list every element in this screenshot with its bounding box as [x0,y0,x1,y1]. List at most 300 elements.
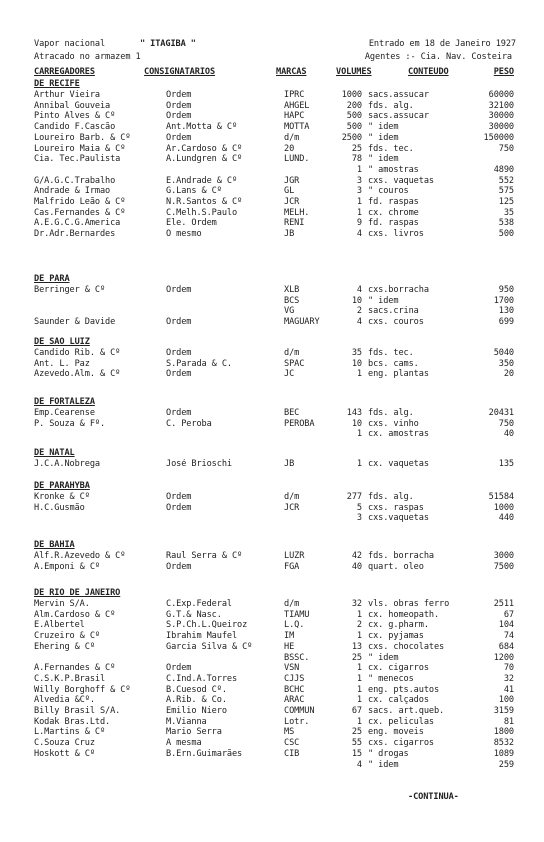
qty-cell: 10 [351,295,362,306]
manifest-row [0,369,544,380]
contents-cell: bcs. cams. [368,358,419,369]
consignee-cell: S.P.Ch.L.Queiroz [166,620,248,631]
section-title [0,588,544,599]
contents-cell: cx. vaquetas [368,459,429,469]
weight-cell: 259 [498,759,514,770]
weight-cell: 30000 [488,122,514,133]
weight-cell: 32 [503,673,514,684]
shipper-cell: Alm.Cardoso & Cº [34,609,116,620]
marks-cell: XLB [284,285,300,295]
marks-cell: d/m [284,132,300,143]
qty-cell: 4 [356,317,362,328]
contents-cell: eng. pts.autos [368,684,440,695]
marks-cell: BSSC. [284,652,310,663]
qty-cell: 35 [351,348,362,358]
consignee-cell: Emilio Niero [166,706,227,716]
consignee-cell: Ordem [166,100,192,111]
qty-cell: 1 [356,631,362,642]
shipper-cell: Cruzeiro & Cº [34,631,100,642]
shipper-cell: Arthur Vieira [34,90,100,100]
consignee-cell: N.R.Santos & Cº [166,197,243,207]
weight-cell: 51584 [488,492,514,502]
contents-cell: cxs. chocolates [368,641,445,652]
weight-cell: 40 [503,429,514,440]
weight-cell: 104 [498,620,514,631]
marks-cell: L.Q. [284,620,305,631]
consignee-cell: C.Exp.Federal [166,599,232,609]
weight-cell: 3159 [493,706,514,716]
marks-cell: JB [284,229,295,240]
shipper-cell: Hoskott & Cº [34,748,95,759]
weight-cell: 1089 [493,748,514,759]
contents-cell: cxs. vinho [368,418,419,429]
manifest-row [0,197,544,208]
weight-cell: 750 [498,418,514,429]
consignee-cell: Raul Serra & Cº [166,551,243,561]
shipper-cell: G/A.G.C.Trabalho [34,175,116,186]
manifest-row [0,296,544,307]
ship-name: " ITAGIBA " [140,39,196,49]
contents-cell: " idem [368,295,399,306]
consignee-cell: Ordem [166,111,192,122]
shipper-cell: Billy Brasil S/A. [34,706,121,716]
shipper-cell: Annibal Gouveia [34,100,111,111]
marks-cell: MOTTA [284,122,310,133]
manifest-row [0,133,544,144]
manifest-row [0,359,544,370]
marks-cell: d/m [284,599,300,609]
qty-cell: 32 [351,599,362,609]
marks-cell: d/m [284,348,300,358]
manifest-row [0,599,544,610]
section-title [0,481,544,492]
manifest-row [0,610,544,621]
qty-cell: 143 [346,408,362,418]
weight-cell: 81 [503,716,514,727]
weight-cell: 1700 [493,295,514,306]
contents-cell: cx. peliculas [368,716,434,727]
contents-cell: " amostras [368,164,419,175]
marks-cell: JCR [284,197,300,207]
section-title-text: DE PARÁ [34,274,70,284]
manifest-row [0,663,544,674]
shipper-cell: Cia. Tec.Paulista [34,154,121,165]
consignee-cell: Ordem [166,132,192,143]
contents-cell: cxs.vaquetas [368,513,429,524]
contents-cell: vls. obras ferro [368,599,450,609]
shipper-cell: E.Albertel [34,620,85,631]
qty-cell: 1000 [341,90,362,100]
section-title-text: DE PARAHYBA [34,481,90,491]
manifest-row [0,429,544,440]
section-title [0,540,544,551]
marks-cell: CSC [284,738,300,749]
section-title-text: DE NATAL [34,448,75,458]
section-title-text: DE FORTALEZA [34,397,95,407]
manifest-row [0,551,544,562]
manifest-row [0,717,544,728]
shipper-cell: C.Souza Cruz [34,738,95,749]
manifest-row [0,459,544,470]
weight-cell: 1000 [493,502,514,513]
consignee-cell: A.Lundgren & Cº [166,154,243,165]
weight-cell: 135 [498,459,514,469]
weight-cell: 30000 [488,111,514,122]
marks-cell: MAGUARY [284,317,320,328]
shipper-cell: Loureiro Maia & Cº [34,143,126,154]
marks-cell: RENI [284,218,305,229]
qty-cell: 1 [356,207,362,218]
contents-cell: cxs. cigarros [368,738,434,749]
marks-cell: LUND. [284,154,310,165]
qty-cell: 4 [356,759,362,770]
weight-cell: 20431 [488,408,514,418]
shipper-cell: Ehering & Cº [34,641,95,652]
contents-cell: cx. amostras [368,429,429,440]
manifest-row [0,513,544,524]
manifest-row [0,176,544,187]
footer-line [0,792,544,803]
weight-cell: 552 [498,175,514,186]
contents-cell: sacs.assucar [368,111,429,122]
marks-cell: MS [284,727,295,738]
manifest-row [0,408,544,419]
marks-cell: HE [284,641,295,652]
qty-cell: 2500 [341,132,362,143]
manifest-row [0,165,544,176]
shipper-cell: J.C.A.Nobrega [34,459,100,469]
qty-cell: 78 [351,154,362,165]
contents-cell: sacs.crina [368,306,419,317]
manifest-row [0,208,544,219]
contents-cell: fds. alg. [368,100,414,111]
qty-cell: 1 [356,164,362,175]
weight-cell: 350 [498,358,514,369]
contents-cell: " drogas [368,748,409,759]
manifest-row [0,101,544,112]
manifest-row [0,727,544,738]
qty-cell: 1 [356,609,362,620]
consignee-cell: B.Cuesod Cº. [166,684,227,695]
consignee-cell: S.Parada & C. [166,358,232,369]
manifest-row [0,218,544,229]
consignee-cell: Ordem [166,90,192,100]
entry-date: Entrado em 18 de Janeiro 1927 [368,39,516,49]
berth: Atracado no armazem 1 [34,52,141,62]
section-title-text: DE SÃO LUIZ [34,337,90,347]
marks-cell: PEROBA [284,418,315,429]
marks-cell: FGA [284,561,300,572]
qty-cell: 40 [351,561,362,572]
weight-cell: 5040 [493,348,514,358]
manifest-row [0,348,544,359]
qty-cell: 13 [351,641,362,652]
contents-cell: cx. cigarros [368,663,429,674]
weight-cell: 3000 [493,551,514,561]
qty-cell: 5 [356,502,362,513]
contents-cell: " idem [368,154,399,165]
qty-cell: 25 [351,727,362,738]
consignee-cell: Ar.Cardoso & Cº [166,143,243,154]
section-title-text: DE BAHIA [34,540,75,550]
consignee-cell: C.Ind.A.Torres [166,673,238,684]
col-shipper: CARREGADORES [34,67,95,77]
qty-cell: 1 [356,684,362,695]
shipper-cell: A.Fernandes & Cº [34,663,116,674]
header-line-2 [0,52,544,63]
consignee-cell: Ele. Ordem [166,218,217,229]
qty-cell: 67 [351,706,362,716]
qty-cell: 4 [356,285,362,295]
weight-cell: 74 [503,631,514,642]
col-volumes: VOLUMES [336,67,372,77]
consignee-cell: C.Melh.S.Paulo [166,207,238,218]
weight-cell: 35 [503,207,514,218]
shipper-cell: Kronke & Cº [34,492,90,502]
shipper-cell: Alvedia &Cº. [34,695,95,706]
shipper-cell: A.E.G.C.G.America [34,218,121,229]
consignee-cell: Ordem [166,348,192,358]
shipper-cell: Andrade & Irmao [34,186,111,197]
contents-cell: quart. oleo [368,561,424,572]
qty-cell: 10 [351,418,362,429]
weight-cell: 125 [498,197,514,207]
consignee-cell: M.Vianna [166,716,207,727]
manifest-row [0,503,544,514]
weight-cell: 70 [503,663,514,674]
consignee-cell: C. Peroba [166,418,212,429]
contents-cell: cx. calçados [368,695,429,706]
qty-cell: 3 [356,186,362,197]
marks-cell: BEC [284,408,300,418]
weight-cell: 41 [503,684,514,695]
weight-cell: 32100 [488,100,514,111]
weight-cell: 2511 [493,599,514,609]
col-contents: CONTEUDO [408,67,449,77]
weight-cell: 60000 [488,90,514,100]
shipper-cell: A.Emponi & Cº [34,561,100,572]
section-title-text: DE RECIFE [34,79,80,89]
shipper-cell: C.S.K.P.Brasil [34,673,106,684]
consignee-cell: Ant.Motta & Cº [166,122,238,133]
col-consignee: CONSIGNATARIOS [144,67,216,77]
weight-cell: 1800 [493,727,514,738]
weight-cell: 150000 [483,132,514,143]
weight-cell: 440 [498,513,514,524]
section-title [0,448,544,459]
agents: Agentes :- Cia. Nav. Costeira [364,52,512,62]
shipper-cell: Alf.R.Azevedo & Cº [34,551,126,561]
qty-cell: 3 [356,175,362,186]
marks-cell: JCR [284,502,300,513]
manifest-row [0,653,544,664]
manifest-row [0,122,544,133]
weight-cell: 684 [498,641,514,652]
contents-cell: fd. raspas [368,197,419,207]
manifest-row [0,695,544,706]
shipper-cell: Loureiro Barb. & Cº [34,132,131,143]
qty-cell: 1 [356,673,362,684]
contents-cell: eng. moveis [368,727,424,738]
manifest-row [0,674,544,685]
contents-cell: cx. pyjamas [368,631,424,642]
contents-cell: " couros [368,186,409,197]
manifest-row [0,706,544,717]
qty-cell: 1 [356,197,362,207]
shipper-cell: Ant. L. Paz [34,358,90,369]
marks-cell: BCS [284,295,300,306]
contents-cell: " idem [368,652,399,663]
qty-cell: 3 [356,513,362,524]
section-title [0,337,544,348]
marks-cell: COMMUN [284,706,315,716]
weight-cell: 67 [503,609,514,620]
qty-cell: 25 [351,143,362,154]
column-header-row [0,67,544,78]
consignee-cell: A.Rib. & Co. [166,695,227,706]
marks-cell: HAPC [284,111,305,122]
contents-cell: cx. g.pharm. [368,620,429,631]
marks-cell: IM [284,631,295,642]
section-title [0,274,544,285]
marks-cell: BCHC [284,684,305,695]
qty-cell: 1 [356,716,362,727]
shipper-cell: Malfrido Leão & Cº [34,197,126,207]
weight-cell: 950 [498,285,514,295]
contents-cell: cxs. raspas [368,502,424,513]
qty-cell: 42 [351,551,362,561]
marks-cell: ARAC [284,695,305,706]
contents-cell: eng. plantas [368,369,429,380]
manifest-row [0,154,544,165]
qty-cell: 55 [351,738,362,749]
shipper-cell: Berringer & Cº [34,285,106,295]
contents-cell: " menecos [368,673,414,684]
consignee-cell: José Brioschi [166,459,232,469]
marks-cell: LUZR [284,551,305,561]
manifest-row [0,749,544,760]
consignee-cell: Ordem [166,492,192,502]
contents-cell: " idem [368,132,399,143]
shipper-cell: Willy Borghoff & Cº [34,684,131,695]
marks-cell: CIB [284,748,300,759]
weight-cell: 8532 [493,738,514,749]
shipper-cell: P. Souza & Fº. [34,418,106,429]
section-title [0,79,544,90]
qty-cell: 25 [351,652,362,663]
contents-cell: cx. homeopath. [368,609,440,620]
qty-cell: 277 [346,492,362,502]
shipper-cell: Kodak Bras.Ltd. [34,716,111,727]
consignee-cell: Garcia Silva & Cº [166,641,253,652]
continua-label: -CONTINUA- [408,792,459,802]
qty-cell: 500 [346,122,362,133]
contents-cell: fds. alg. [368,408,414,418]
consignee-cell: G.Lans & Cº [166,186,222,197]
shipper-cell: L.Martins & Cº [34,727,106,738]
marks-cell: VG [284,306,295,317]
col-marks: MARCAS [276,67,307,77]
manifest-row [0,186,544,197]
qty-cell: 15 [351,748,362,759]
marks-cell: MELH. [284,207,310,218]
shipper-cell: Dr.Adr.Bernardes [34,229,116,240]
manifest-row [0,144,544,155]
manifest-row [0,562,544,573]
weight-cell: 699 [498,317,514,328]
qty-cell: 1 [356,663,362,674]
consignee-cell: Ibrahim Maufel [166,631,238,642]
shipper-cell: Mervin S/A. [34,599,90,609]
marks-cell: JC [284,369,295,380]
consignee-cell: G.T.& Nasc. [166,609,222,620]
contents-cell: fd. raspas [368,218,419,229]
contents-cell: fds. tec. [368,143,414,154]
manifest-row [0,760,544,771]
manifest-row [0,685,544,696]
contents-cell: cxs. couros [368,317,424,328]
marks-cell: IPRC [284,90,305,100]
consignee-cell: A mesma [166,738,202,749]
shipper-cell: Candido F.Cascão [34,122,116,133]
shipper-cell: Emp.Cearense [34,408,95,418]
manifest-row [0,229,544,240]
contents-cell: sacs.assucar [368,90,429,100]
marks-cell: Lotr. [284,716,310,727]
qty-cell: 4 [356,229,362,240]
consignee-cell: Ordem [166,408,192,418]
col-weight: PESO [493,67,514,77]
marks-cell: CJJS [284,673,305,684]
weight-cell: 750 [498,143,514,154]
weight-cell: 500 [498,229,514,240]
manifest-row [0,285,544,296]
qty-cell: 200 [346,100,362,111]
contents-cell: " idem [368,759,399,770]
qty-cell: 10 [351,358,362,369]
header-line-1 [0,39,544,50]
marks-cell: JB [284,459,295,469]
manifest-row [0,642,544,653]
manifest-row [0,620,544,631]
contents-cell: cxs. vaquetas [368,175,434,186]
contents-cell: " idem [368,122,399,133]
consignee-cell: O mesmo [166,229,202,240]
shipper-cell: Cas.Fernandes & Cº [34,207,126,218]
contents-cell: cxs. livros [368,229,424,240]
marks-cell: 20 [284,143,295,154]
weight-cell: 100 [498,695,514,706]
shipper-cell: Azevedo.Alm. & Cº [34,369,121,380]
shipper-cell: Candido Rib. & Cº [34,348,121,358]
consignee-cell: E.Andrade & Cº [166,175,238,186]
consignee-cell: Ordem [166,663,192,674]
qty-cell: 1 [356,695,362,706]
shipper-cell: Saunder & Davide [34,317,116,328]
shipper-cell: Pinto Alves & Cº [34,111,116,122]
qty-cell: 1 [356,429,362,440]
marks-cell: TIAMU [284,609,310,620]
section-title [0,397,544,408]
qty-cell: 2 [356,306,362,317]
weight-cell: 575 [498,186,514,197]
shipper-cell: H.C.Gusmão [34,502,85,513]
consignee-cell: B.Ern.Guimarães [166,748,243,759]
qty-cell: 2 [356,620,362,631]
manifest-row [0,317,544,328]
weight-cell: 1200 [493,652,514,663]
marks-cell: GL [284,186,295,197]
